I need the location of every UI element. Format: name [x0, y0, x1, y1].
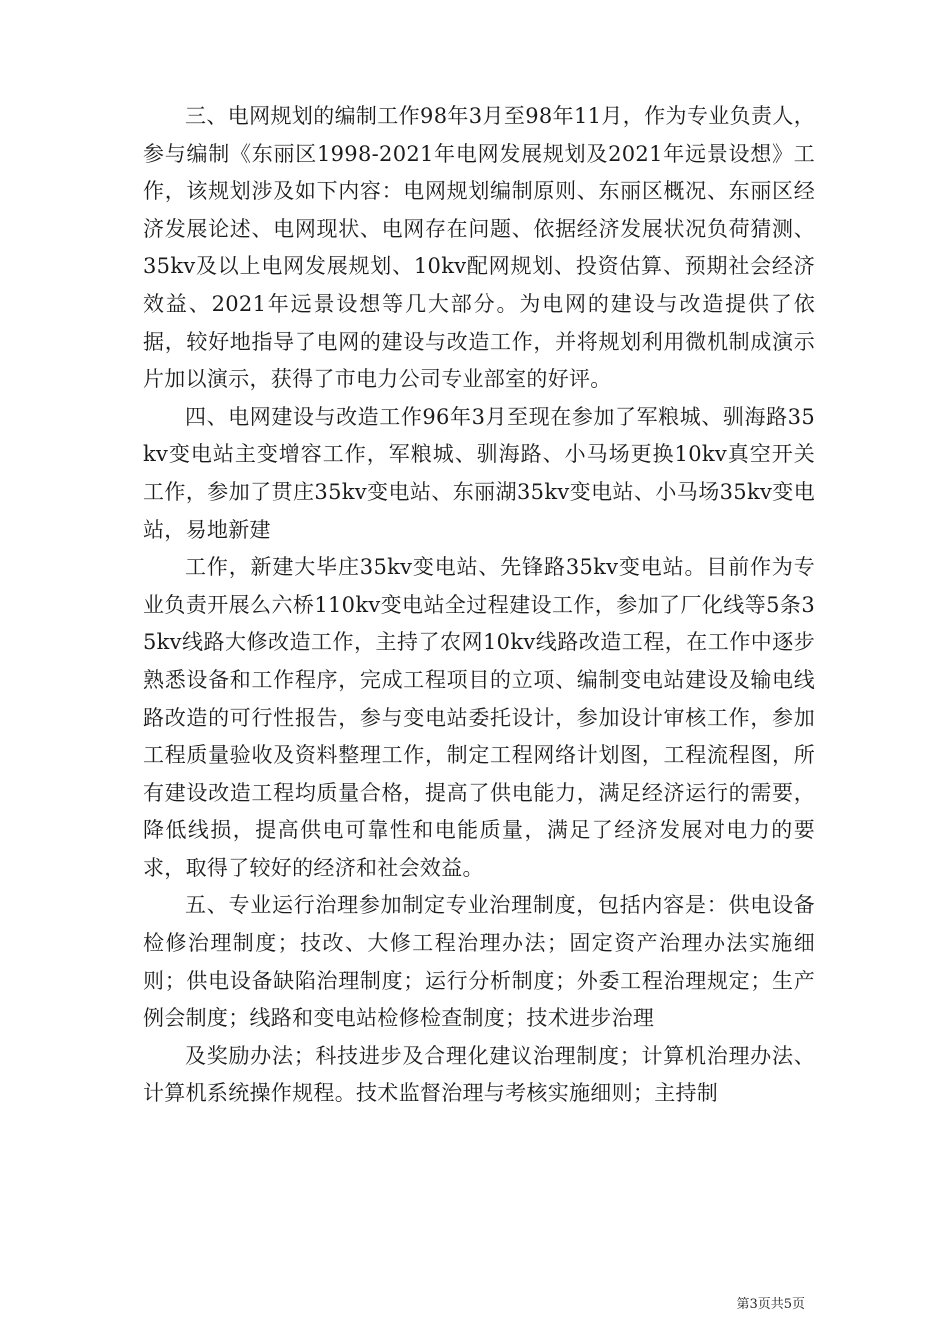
- paragraph-grid-construction-continued: 工作，新建大毕庄35kv变电站、先锋路35kv变电站。目前作为专业负责开展么六桥110kv变电站全过程建设工作，参加了厂化线等5条35kv线路大修改造工作，主持了农网10kv线路改造工程，在工作中逐步熟悉设备和工作程序，完成工程项目的立项、编制变电站建设及输电线路改造的可行性报告，参与变电站委托设计，参加设计审核工作，参加工程质量验收及资料整理工作，制定工程网络计划图，工程流程图，所有建设改造工程均质量合格，提高了供电能力，满足经济运行的需要，降低线损，提高供电可靠性和电能质量，满足了经济发展对电力的要求，取得了较好的经济和社会效益。: [143, 555, 815, 880]
- paragraph-grid-planning: 三、电网规划的编制工作98年3月至98年11月，作为专业负责人，参与编制《东丽区1998-2021年电网发展规划及2021年远景设想》工作，该规划涉及如下内容：电网规划编制原则、东丽区概况、东丽区经济发展论述、电网现状、电网存在问题、依据经济发展状况负荷猜测、35kv及以上电网发展规划、10kv配网规划、投资估算、预期社会经济效益、2021年远景设想等几大部分。为电网的建设与改造提供了依据，较好地指导了电网的建设与改造工作，并将规划利用微机制成演示片加以演示，获得了市电力公司专业部室的好评。: [143, 104, 815, 392]
- page-number: 第3页共5页: [736, 1297, 805, 1312]
- paragraph-operation-management: 五、专业运行治理参加制定专业治理制度，包括内容是：供电设备检修治理制度；技改、大修工程治理办法；固定资产治理办法实施细则；供电设备缺陷治理制度；运行分析制度；外委工程治理规定；生产例会制度；线路和变电站检修检查制度；技术进步治理: [143, 893, 815, 1031]
- paragraph-grid-construction: 四、电网建设与改造工作96年3月至现在参加了军粮城、驯海路35kv变电站主变增容工作，军粮城、驯海路、小马场更换10kv真空开关工作，参加了贯庄35kv变电站、东丽湖35kv变电站、小马场35kv变电站，易地新建: [143, 404, 815, 542]
- document-body: [143, 98, 815, 1113]
- paragraph-operation-management-continued: 及奖励办法；科技进步及合理化建议治理制度；计算机治理办法、计算机系统操作规程。技术监督治理与考核实施细则；主持制: [143, 1043, 815, 1106]
